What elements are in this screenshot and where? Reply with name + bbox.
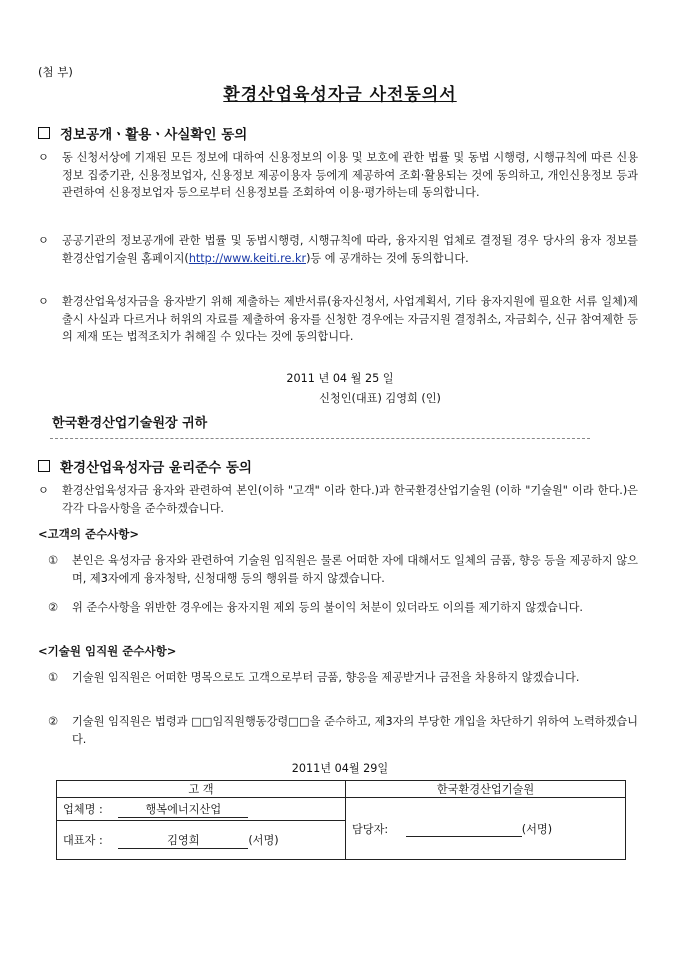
staff-rule-1-text: 기술원 임직원은 어떠한 명목으로도 고객으로부터 금품, 향응을 제공받거나 금전을 차용하지 않겠습니다. [72,671,580,684]
section2-heading-text: 환경산업육성자금 윤리준수 동의 [60,460,252,476]
customer-rule-2 [48,599,638,617]
customer-rule-2-text: 위 준수사항을 위반한 경우에는 융자지원 제외 등의 불이익 처분이 있더라도 이의를 제기하지 않겠습니다. [72,601,583,614]
section1-heading [38,123,247,143]
checkbox-square-icon [38,460,50,472]
bullet-icon: ㅇ [38,151,49,164]
company-row [57,798,346,821]
bullet-icon: ㅇ [38,295,49,308]
representative-sign-label: (서명) [248,833,279,847]
checkbox-square-icon [38,127,50,139]
homepage-link[interactable]: http://www.keiti.re.kr [188,251,307,265]
manager-label: 담당자: [352,822,389,836]
page-title: 환경산업육성자금 사전동의서 [223,85,457,105]
bullet-icon: ㅇ [38,234,49,247]
divider [50,438,590,439]
consent-item-3 [38,293,638,346]
customer-rule-1-text: 본인은 육성자금 융자와 관련하여 기술원 임직원은 물론 어떠한 자에 대해서도 일체의 금품, 향응 등을 제공하지 않으며, 제3자에게 융자청탁, 신청대행 등의 행위를 하지 않겠습니다. [72,554,638,585]
consent-item-1 [38,149,638,202]
manager-cell [346,798,626,860]
consent-item-1-text: 동 신청서상에 기재된 모든 정보에 대하여 신용정보의 이용 및 보호에 관한 법률 및 동법 시행령, 시행규칙에 따른 신용정보 집중기관, 신용정보업자, 신용정보 제공이용자 등에게 제공하여 조회·활용되는 것에 동의하고, 개인신용정보 등과 관련하여 신용정보업자 등으로부터 신용정보를 조회하여 이용·평가하는데 동의합니다. [62,151,638,199]
manager-sign-label: (서명) [521,822,553,836]
circled-number-icon: ② [48,715,59,728]
consent-item-2 [38,232,638,267]
company-label: 업체명 : [63,802,103,816]
section2-heading [38,456,252,476]
section1-heading-text: 정보공개ㆍ활용ㆍ사실확인 동의 [60,127,248,143]
staff-rule-1 [48,669,638,687]
section1-date: 2011 년 04 월 25 일 [286,372,394,385]
staff-rule-2-text: 기술원 임직원은 법령과 □□임직원행동강령□□을 준수하고, 제3자의 부당한 개입을 차단하기 위하여 노력하겠습니다. [72,715,638,746]
ethics-intro-text: 환경산업육성자금 융자와 관련하여 본인(이하 "고객" 이라 한다.)과 한국환경산업기술원 (이하 "기술원" 이라 한다.)은 각각 다음사항을 준수하겠습니다. [62,484,638,515]
customer-header: 고 객 [57,781,346,798]
customer-rules-heading: <고객의 준수사항> [38,527,140,541]
representative-name-field[interactable]: 김영희 [118,832,248,849]
circled-number-icon: ② [48,601,59,614]
applicant-line: 신청인(대표) 김영희 (인) [319,392,441,405]
circled-number-icon: ① [48,671,59,684]
section2-date: 2011년 04월 29일 [291,762,389,775]
company-name-field[interactable]: 행복에너지산업 [118,801,248,818]
customer-rule-1 [48,552,638,587]
consent-item-2-text: 공공기관의 정보공개에 관한 법률 및 동법시행령, 시행규칙에 따라, 융자지원 업체로 결정될 경우 당사의 융자 정보를 환경산업기술원 홈페이지(http://www.keiti.re.kr)등 에 공개하는 것에 동의합니다. [62,234,638,265]
addressee: 한국환경산업기술원장 귀하 [52,416,208,431]
consent-item-3-text: 환경산업육성자금을 융자받기 위해 제출하는 제반서류(융자신청서, 사업계획서, 기타 융자지원에 필요한 서류 일체)제출시 사실과 다르거나 허위의 자료를 제출하여 융자를 신청한 경우에는 자금지원 결정취소, 자금회수, 신규 참여제한 등의 제재 또는 법적조치가 취해질 수 있다는 것에 동의합니다. [62,295,638,343]
representative-row [57,821,346,860]
staff-rule-2 [48,713,638,748]
representative-label: 대표자 : [63,833,103,847]
manager-signature-field[interactable] [406,823,522,837]
ethics-intro [38,482,638,517]
staff-rules-heading: <기술원 임직원 준수사항> [38,644,177,658]
signature-table [56,780,626,860]
institute-header: 한국환경산업기술원 [346,781,626,798]
attachment-label: (첨 부) [38,65,73,79]
circled-number-icon: ① [48,554,59,567]
bullet-icon: ㅇ [38,484,49,497]
